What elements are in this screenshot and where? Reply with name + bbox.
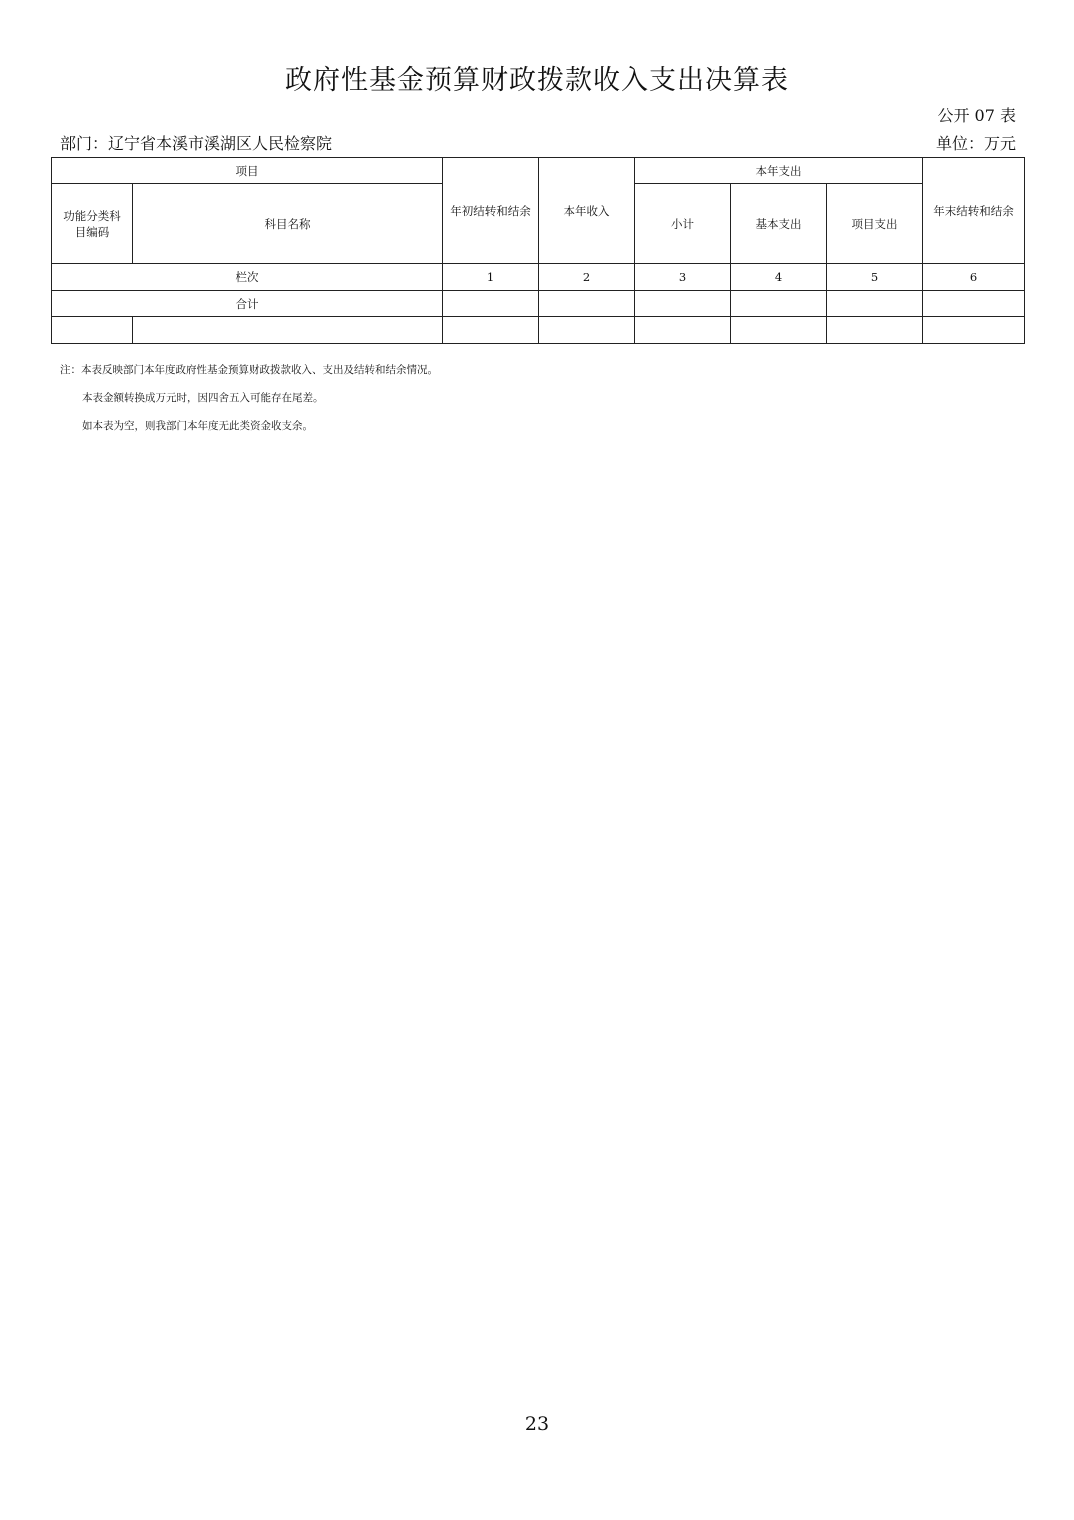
column-number: 5 — [827, 264, 923, 291]
header-project: 项目 — [52, 158, 443, 184]
total-cell — [539, 291, 635, 317]
table-row — [52, 317, 1025, 344]
header-basic-expense: 基本支出 — [731, 184, 827, 264]
total-label: 合计 — [52, 291, 443, 317]
report-title: 政府性基金预算财政拨款收入支出决算表 — [285, 65, 789, 96]
header-subtotal: 小计 — [635, 184, 731, 264]
empty-cell — [52, 317, 133, 344]
header-begin-balance: 年初结转和结余 — [443, 158, 539, 264]
header-income: 本年收入 — [539, 158, 635, 264]
note-line: 如本表为空，则我部门本年度无此类资金收支余。 — [82, 420, 313, 432]
column-number: 4 — [731, 264, 827, 291]
column-number: 6 — [923, 264, 1025, 291]
empty-cell — [635, 317, 731, 344]
note-line: 注：本表反映部门本年度政府性基金预算财政拨款收入、支出及结转和结余情况。 — [60, 364, 438, 376]
header-func-code: 功能分类科目编码 — [52, 184, 133, 264]
total-cell — [443, 291, 539, 317]
empty-cell — [827, 317, 923, 344]
department-label: 部门：辽宁省本溪市溪湖区人民检察院 — [60, 134, 333, 153]
empty-cell — [443, 317, 539, 344]
empty-cell — [731, 317, 827, 344]
column-number: 1 — [443, 264, 539, 291]
empty-cell — [133, 317, 443, 344]
column-number-row — [52, 264, 1025, 291]
header-expense-group: 本年支出 — [635, 158, 923, 184]
header-project-expense: 项目支出 — [827, 184, 923, 264]
empty-cell — [539, 317, 635, 344]
form-number: 公开 07 表 — [937, 106, 1016, 125]
column-number-label: 栏次 — [52, 264, 443, 291]
column-number: 2 — [539, 264, 635, 291]
total-cell — [923, 291, 1025, 317]
page-number: 23 — [524, 1413, 550, 1435]
total-cell — [635, 291, 731, 317]
total-cell — [731, 291, 827, 317]
unit-label: 单位：万元 — [935, 134, 1016, 153]
budget-table — [51, 157, 1025, 344]
column-number: 3 — [635, 264, 731, 291]
header-subject-name: 科目名称 — [133, 184, 443, 264]
header-end-balance: 年末结转和结余 — [923, 158, 1025, 264]
total-cell — [827, 291, 923, 317]
total-row — [52, 291, 1025, 317]
header-row-1 — [52, 158, 1025, 184]
empty-cell — [923, 317, 1025, 344]
note-line: 本表金额转换成万元时，因四舍五入可能存在尾差。 — [82, 392, 324, 404]
notes-block — [60, 356, 438, 440]
